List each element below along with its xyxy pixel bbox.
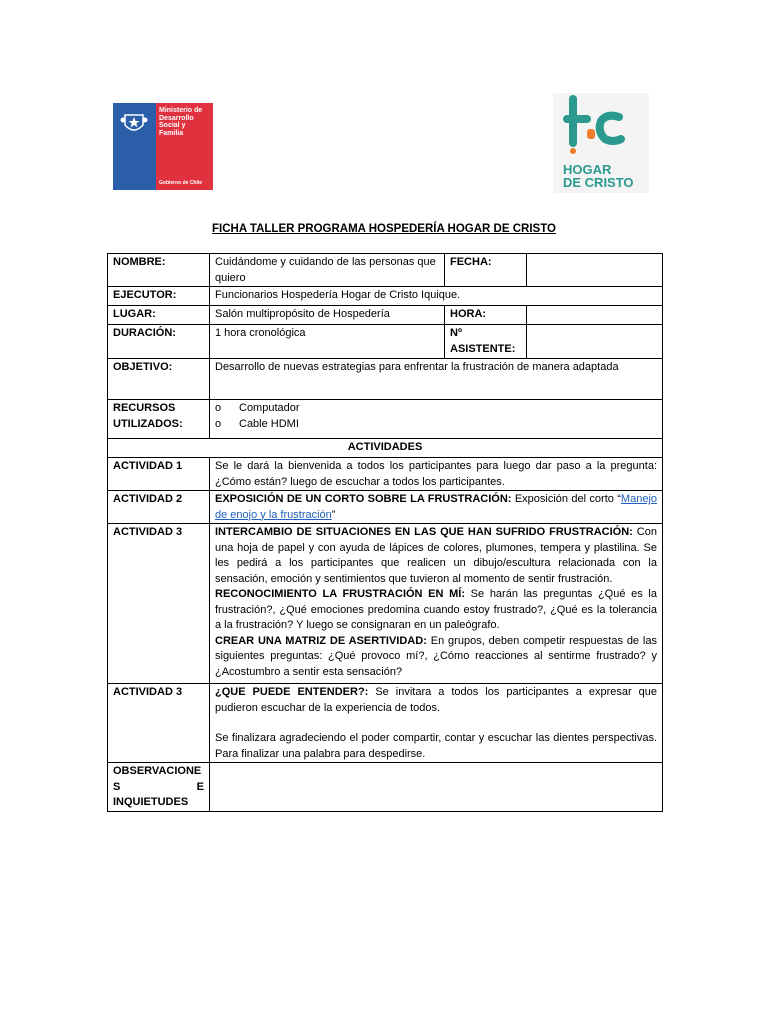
fecha-value [527,254,663,287]
actividad-2-text [210,491,663,524]
actividad-3a-label: ACTIVIDAD 3 [108,524,210,684]
duracion-label: DURACIÓN: [108,325,210,359]
logo-red-panel [156,103,213,190]
reconocimiento-text: Se harán las preguntas ¿Qué es la frustración?, ¿Qué emociones predomina cuando estoy frustrado?, ¿Qué es la tolerancia a la frustración? Y luego se consignaran en un paleógrafo. [215,588,657,631]
actividades-header: ACTIVIDADES [108,439,663,458]
observaciones-line-3: INQUIETUDES [113,796,189,808]
hc-symbol-icon [563,95,629,157]
row-actividad-1 [108,458,663,491]
actividad-2-close-quote: ” [331,508,336,521]
ficha-table [107,253,663,812]
actividad-2-bold: EXPOSICIÓN DE UN CORTO SOBRE LA FRUSTRACIÓN: [215,493,512,505]
intercambio-title: INTERCAMBIO DE SITUACIONES EN LAS QUE HAN SUFRIDO FRUSTRACIÓN: [215,526,633,538]
intercambio-text: Con una hoja de papel y con ayuda de lápices de colores, plumones, tempera y plastilina. Se les pedirá a los participantes que realicen un dibujo/escultura relacionada con la sensación, emoción y sentimientos que tuvieron al momento de sentir frustración. [215,526,657,585]
row-observaciones [108,763,663,812]
actividad-3b-paragraph-2: Se finalizara agradeciendo el poder compartir, contar y escuchar las dientes perspectivas. Para finalizar una palabra para despedirse. [215,732,657,760]
row-lugar [108,306,663,325]
bullet-icon: o [215,417,222,430]
actividad-2-desc: Exposición del corto “ [511,493,621,505]
actividad-3a-paragraph-3 [215,634,657,681]
hc-brand-text: HOGAR DE CRISTO [563,162,634,190]
recursos-label: RECURSOS UTILIZADOS: [108,400,210,439]
bullet-icon: o [215,402,222,414]
coat-of-arms-icon [119,109,149,137]
actividad-1-label: ACTIVIDAD 1 [108,458,210,491]
reconocimiento-title: RECONOCIMIENTO LA FRUSTRACIÓN EN MÍ: [215,588,466,600]
lugar-label: LUGAR: [108,306,210,325]
matriz-title: CREAR UNA MATRIZ DE ASERTIVIDAD: [215,634,427,647]
hora-value [527,306,663,325]
observaciones-value [210,763,663,812]
row-objetivo [108,359,663,400]
logo-blue-panel [113,103,156,190]
actividad-3b-label: ACTIVIDAD 3 [108,684,210,763]
observaciones-line-1: OBSERVACIONE [113,765,202,777]
objetivo-value: Desarrollo de nuevas estrategias para enfrentar la frustración de manera adaptada [210,359,663,400]
row-ejecutor [108,287,663,306]
hora-label: HORA: [445,306,527,325]
ministry-name: Ministerio de Desarrollo Social y Familia [159,107,203,137]
page-title: FICHA TALLER PROGRAMA HOSPEDERÍA HOGAR DE CRISTO [212,223,556,235]
row-nombre [108,254,663,287]
row-actividades-header [108,439,663,458]
list-item [215,401,657,417]
actividad-3a-paragraph-1 [215,525,657,587]
nombre-value: Cuidándome y cuidando de las personas que quiero [210,254,445,287]
ejecutor-value: Funcionarios Hospedería Hogar de Cristo Iquique. [210,287,663,306]
observaciones-line-2a: S [113,780,121,793]
actividad-3b-paragraph-1 [215,685,657,716]
matriz-text: En grupos, deben competir respuestas de las siguientes preguntas: ¿Qué provoco mí?, ¿Cómo reacciones al sentirme frustrado? y ¿Acostumbro a sentir esta sensación? [215,634,657,678]
asistentes-value [527,325,663,359]
actividad-3b-text [210,684,663,763]
row-actividad-3a [108,524,663,684]
observaciones-line-2b: E [196,780,204,793]
list-item [215,417,657,433]
row-duracion [108,325,663,359]
hogar-de-cristo-logo [553,93,649,193]
observaciones-label [108,763,210,812]
actividad-3a-paragraph-2 [215,587,657,634]
recursos-list [210,400,663,439]
fecha-label: FECHA: [445,254,527,287]
row-actividad-2 [108,491,663,524]
asistentes-label: Nº ASISTENTE: [445,325,527,359]
lugar-value: Salón multipropósito de Hospedería [210,306,445,325]
observaciones-line-2 [113,780,204,796]
entender-title: ¿QUE PUEDE ENTENDER?: [215,686,369,698]
recurso-hdmi: Cable HDMI [239,417,299,430]
ejecutor-label: EJECUTOR: [108,287,210,306]
duracion-value: 1 hora cronológica [210,325,445,359]
ministerio-logo [113,103,213,190]
nombre-label: NOMBRE: [108,254,210,287]
actividad-2-label: ACTIVIDAD 2 [108,491,210,524]
actividad-3a-text [210,524,663,684]
recurso-computador: Computador [239,402,300,414]
row-actividad-3b [108,684,663,763]
video-link[interactable]: Manejo de enojo y la frustración [215,493,657,521]
objetivo-label: OBJETIVO: [108,359,210,400]
row-recursos [108,400,663,439]
entender-text: Se invitara a todos los participantes a expresar que pudieron escuchar de la experiencia de todos. [215,686,657,714]
gobierno-text: Gobierno de Chile [159,180,203,186]
actividad-1-text: Se le dará la bienvenida a todos los participantes para luego dar paso a la pregunta: ¿Cómo están? luego de escuchar a todos los participantes. [210,458,663,491]
